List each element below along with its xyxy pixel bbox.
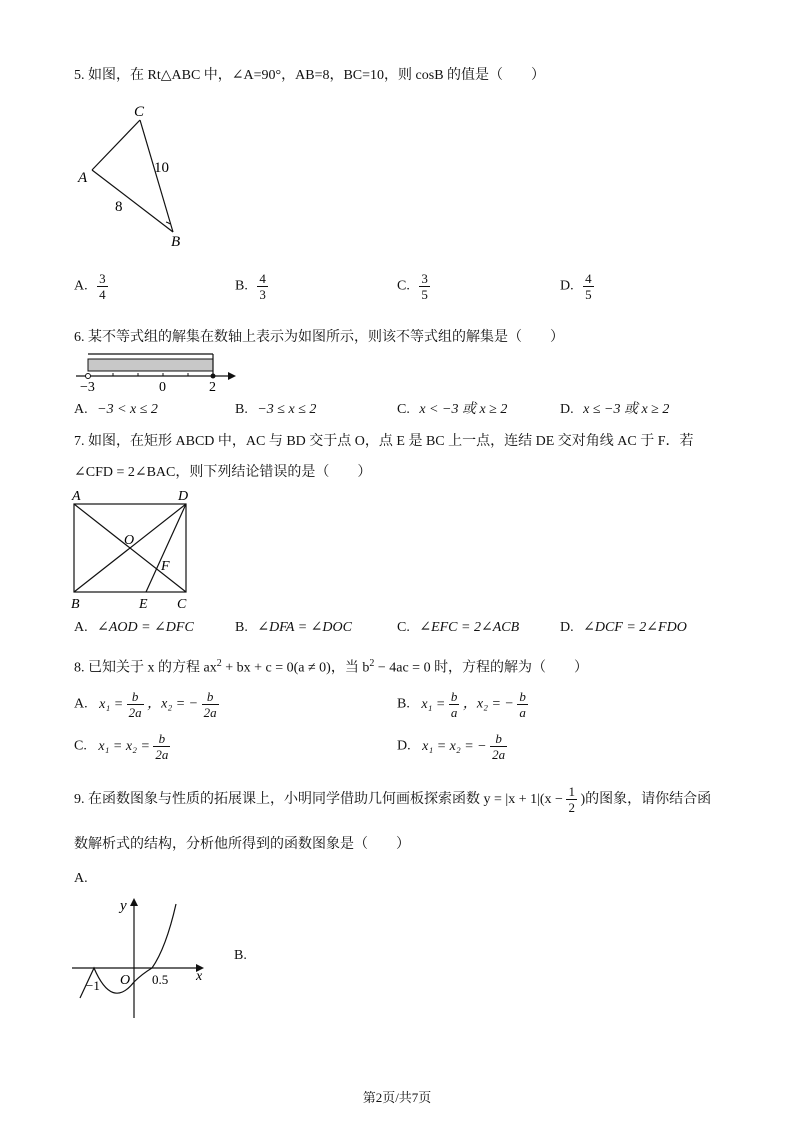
q7-option-c[interactable]: C. ∠EFC = 2∠ACB xyxy=(397,620,520,635)
q9-stem-line1: 9. 在函数图象与性质的拓展课上，小明同学借助几何画板探索函数 y = |x + 1|(x − $\frac{1}{2}$ )的图象，请你结合函 xyxy=(74,784,712,816)
label-x: x xyxy=(196,969,203,984)
label-half: 0.5 xyxy=(152,972,169,987)
label-f: F xyxy=(161,559,170,574)
solution-region xyxy=(88,359,213,371)
label-ab: 8 xyxy=(115,199,123,215)
closed-point-2 xyxy=(211,374,216,379)
label-e: E xyxy=(139,597,148,612)
side-ab xyxy=(92,170,173,232)
label-y: y xyxy=(120,898,127,914)
label-a: A xyxy=(72,489,81,504)
page-footer: 第2页/共7页 xyxy=(362,1090,432,1105)
q9-option-b[interactable]: B. xyxy=(234,948,247,963)
q7-option-b[interactable]: B. ∠DFA = ∠DOC xyxy=(235,620,352,635)
q5-stem: 5. 如图，在 Rt△ABC 中，∠A=90°，AB=8，BC=10，则 cosB 的值是（ ） xyxy=(74,68,546,83)
q6-option-c[interactable]: C. x < −3 或 x ≥ 2 xyxy=(397,402,508,417)
label-a: A xyxy=(78,170,88,186)
q5-option-c[interactable]: C. $\frac{3}{5}$ xyxy=(397,271,428,302)
label-c: C xyxy=(177,597,187,612)
q6-option-b[interactable]: B. −3 ≤ x ≤ 2 xyxy=(235,402,317,417)
open-point-neg3 xyxy=(86,374,91,379)
q5-option-b[interactable]: B. $\frac{4}{3}$ xyxy=(235,271,266,302)
q6-number-line-figure xyxy=(72,352,240,394)
segment-de xyxy=(146,504,186,592)
q9-option-a-graph xyxy=(66,892,216,1022)
side-cb xyxy=(140,120,173,232)
q8-option-a[interactable]: A. x₁ = $\frac{b}{2a}$ ，x₂ = − $\frac{b}{2a}$ xyxy=(74,689,217,720)
q7-rectangle-figure xyxy=(66,486,206,612)
angle-b-mark xyxy=(166,222,170,224)
q6-option-a[interactable]: A. −3 < x ≤ 2 xyxy=(74,402,158,417)
q5-triangle-figure xyxy=(70,100,200,250)
q7-option-a[interactable]: A. ∠AOD = ∠DFC xyxy=(74,620,194,635)
q5-option-a[interactable]: A. $\frac{3}{4}$ xyxy=(74,271,106,302)
q9-option-a[interactable]: A. xyxy=(74,871,88,886)
q5-option-d[interactable]: D. $\frac{4}{5}$ xyxy=(560,271,592,302)
q6-option-d[interactable]: D. x ≤ −3 或 x ≥ 2 xyxy=(560,402,670,417)
label-o: O xyxy=(124,533,135,548)
q8-stem: 8. 已知关于 x 的方程 $ax^2$ + bx + c = 0(a ≠ 0)，当 $b^2 - 4ac = 0$ 时，方程的解为（ ） xyxy=(74,658,589,676)
axis-arrow xyxy=(228,372,236,380)
q6-stem: 6. 某不等式组的解集在数轴上表示为如图所示，则该不等式组的解集是（ ） xyxy=(74,330,564,345)
q8-option-d[interactable]: D. x₁ = x₂ = − $\frac{b}{2a}$ xyxy=(397,731,506,762)
q7-stem-line1: 7. 如图，在矩形 ABCD 中，AC 与 BD 交于点 O，点 E 是 BC 上一点，连结 DE 交对角线 AC 于 F．若 xyxy=(74,434,694,449)
q8-option-b[interactable]: B. x₁ = $\frac{b}{a}$ ，x₂ = − $\frac{b}{a}$ xyxy=(397,689,526,720)
side-ca xyxy=(92,120,140,170)
tick-label-0: 0 xyxy=(159,380,166,394)
label-origin: O xyxy=(120,973,131,988)
q9-stem-line2: 数解析式的结构，分析他所得到的函数图象是（ ） xyxy=(74,837,410,852)
tick-label-2: 2 xyxy=(209,380,216,394)
tick-label-neg3: −3 xyxy=(80,380,95,394)
q7-stem-line2: ∠CFD = 2∠BAC，则下列结论错误的是（ ） xyxy=(74,465,372,480)
q7-option-d[interactable]: D. ∠DCF = 2∠FDO xyxy=(560,620,687,635)
label-bc: 10 xyxy=(154,160,169,176)
q8-option-c[interactable]: C. x₁ = x₂ = $\frac{b}{2a}$ xyxy=(74,731,169,762)
y-axis-arrow xyxy=(130,898,138,906)
label-b: B xyxy=(71,597,80,612)
label-d: D xyxy=(178,489,189,504)
label-neg1: −1 xyxy=(86,978,100,993)
label-b: B xyxy=(171,234,181,250)
label-c: C xyxy=(134,104,145,120)
